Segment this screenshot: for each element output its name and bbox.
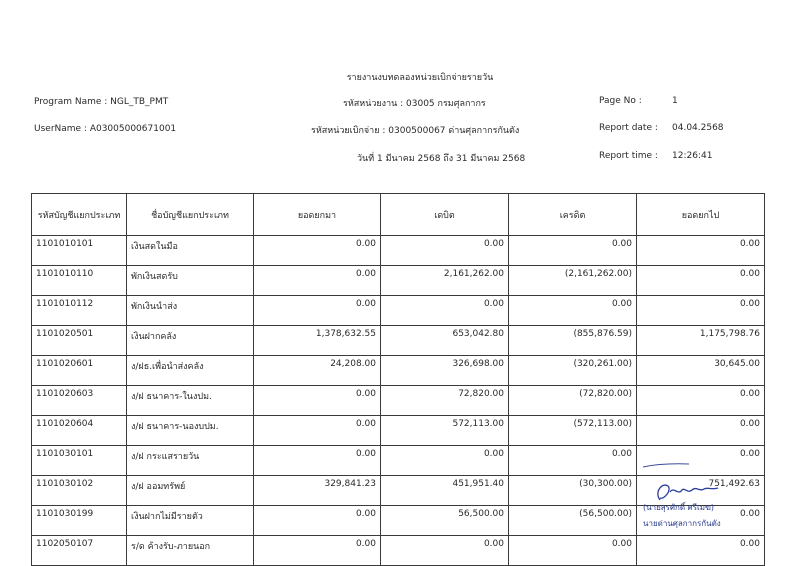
brought-forward-cell: 0.00 [254,416,381,446]
table-row [32,356,765,386]
debit-cell: 0.00 [381,296,509,326]
signature-stroke [642,462,690,468]
carried-forward-cell: 0.00 [637,296,765,326]
account-name-cell: ร/ด ค้างรับ-ภายนอก [127,536,254,566]
carried-forward-cell: 0.00 [637,536,765,566]
brought-forward-cell: 1,378,632.55 [254,326,381,356]
brought-forward-cell: 0.00 [254,236,381,266]
credit-cell: (72,820.00) [509,386,637,416]
carried-forward-cell: 0.00 [637,266,765,296]
table-row [32,266,765,296]
brought-forward-cell: 0.00 [254,296,381,326]
credit-cell: (855,876.59) [509,326,637,356]
report-date-label: Report date : [599,123,658,133]
page-no-value: 1 [672,96,678,106]
account-code-cell: 1101030102 [32,476,127,506]
signatory-position: นายด่านศุลกากรกันตัง [643,519,721,528]
table-row [32,386,765,416]
disbursement-unit: รหัสหน่วยเบิกจ่าย : 0300500067 ด่านศุลกากรกันตัง [311,126,520,136]
carried-forward-cell: 0.00 [637,506,765,536]
table-row [32,446,765,476]
credit-cell: (56,500.00) [509,506,637,536]
brought-forward-cell: 0.00 [254,386,381,416]
debit-cell: 2,161,262.00 [381,266,509,296]
column-header-balance-carried-forward: ยอดยกไป [637,194,765,236]
account-name-cell: เงินสดในมือ [127,236,254,266]
debit-cell: 0.00 [381,446,509,476]
account-code-cell: 1101020603 [32,386,127,416]
account-name-cell: เงินฝากไม่มีรายตัว [127,506,254,536]
column-header-account-name: ชื่อบัญชีแยกประเภท [127,194,254,236]
account-name-cell: เงินฝากคลัง [127,326,254,356]
debit-cell: 572,113.00 [381,416,509,446]
brought-forward-cell: 0.00 [254,446,381,476]
account-code-cell: 1101010101 [32,236,127,266]
signatory-name: (นายสุรศักดิ์ ศรีเมฆ) [643,503,715,512]
credit-cell: (2,161,262.00) [509,266,637,296]
column-header-debit: เดบิต [381,194,509,236]
carried-forward-cell: 0.00 [637,236,765,266]
credit-cell: 0.00 [509,536,637,566]
debit-cell: 653,042.80 [381,326,509,356]
carried-forward-cell: 1,175,798.76 [637,326,765,356]
account-name-cell: ง/ฝ ออมทรัพย์ [127,476,254,506]
account-code-cell: 1101030101 [32,446,127,476]
table-row [32,236,765,266]
page-no-label: Page No : [599,96,642,106]
account-code-cell: 1101020501 [32,326,127,356]
report-title: รายงานงบทดลองหน่วยเบิกจ่ายรายวัน [346,73,494,83]
account-code-cell: 1101010110 [32,266,127,296]
carried-forward-cell: 751,492.63 [637,476,765,506]
debit-cell: 0.00 [381,236,509,266]
table-header-row [32,194,765,236]
report-date-value: 04.04.2568 [672,123,724,133]
debit-cell: 72,820.00 [381,386,509,416]
column-header-account-code: รหัสบัญชีแยกประเภท [32,194,127,236]
account-name-cell: พักเงินสดรับ [127,266,254,296]
account-name-cell: พักเงินนำส่ง [127,296,254,326]
account-name-cell: ง/ฝ ธนาคาร-ในงปม. [127,386,254,416]
credit-cell: 0.00 [509,236,637,266]
table-row [32,536,765,566]
column-header-balance-brought-forward: ยอดยกมา [254,194,381,236]
account-code-cell: 1101010112 [32,296,127,326]
credit-cell: (572,113.00) [509,416,637,446]
carried-forward-cell: 0.00 [637,386,765,416]
account-name-cell: ง/ฝ กระแสรายวัน [127,446,254,476]
account-code-cell: 1102050107 [32,536,127,566]
brought-forward-cell: 24,208.00 [254,356,381,386]
account-code-cell: 1101030199 [32,506,127,536]
username: UserName : A03005000671001 [34,124,177,134]
account-name-cell: ง/ฝ ธนาคาร-นองบปม. [127,416,254,446]
carried-forward-cell: 0.00 [637,416,765,446]
program-name: Program Name : NGL_TB_PMT [34,97,169,107]
account-name-cell: ง/ฝธ.เพื่อนำส่งคลัง [127,356,254,386]
brought-forward-cell: 0.00 [254,536,381,566]
column-header-credit: เครดิต [509,194,637,236]
report-time-label: Report time : [599,151,658,161]
carried-forward-cell: 0.00 [637,446,765,476]
account-code-cell: 1101020604 [32,416,127,446]
report-time-value: 12:26:41 [672,151,713,161]
brought-forward-cell: 0.00 [254,506,381,536]
debit-cell: 56,500.00 [381,506,509,536]
carried-forward-cell: 30,645.00 [637,356,765,386]
brought-forward-cell: 329,841.23 [254,476,381,506]
debit-cell: 451,951.40 [381,476,509,506]
table-row [32,326,765,356]
brought-forward-cell: 0.00 [254,266,381,296]
agency-code: รหัสหน่วยงาน : 03005 กรมศุลกากร [343,99,486,109]
credit-cell: (320,261.00) [509,356,637,386]
credit-cell: 0.00 [509,296,637,326]
credit-cell: 0.00 [509,446,637,476]
debit-cell: 326,698.00 [381,356,509,386]
credit-cell: (30,300.00) [509,476,637,506]
table-row [32,416,765,446]
debit-cell: 0.00 [381,536,509,566]
account-code-cell: 1101020601 [32,356,127,386]
report-period: วันที่ 1 มีนาคม 2568 ถึง 31 มีนาคม 2568 [357,154,526,164]
table-row [32,296,765,326]
